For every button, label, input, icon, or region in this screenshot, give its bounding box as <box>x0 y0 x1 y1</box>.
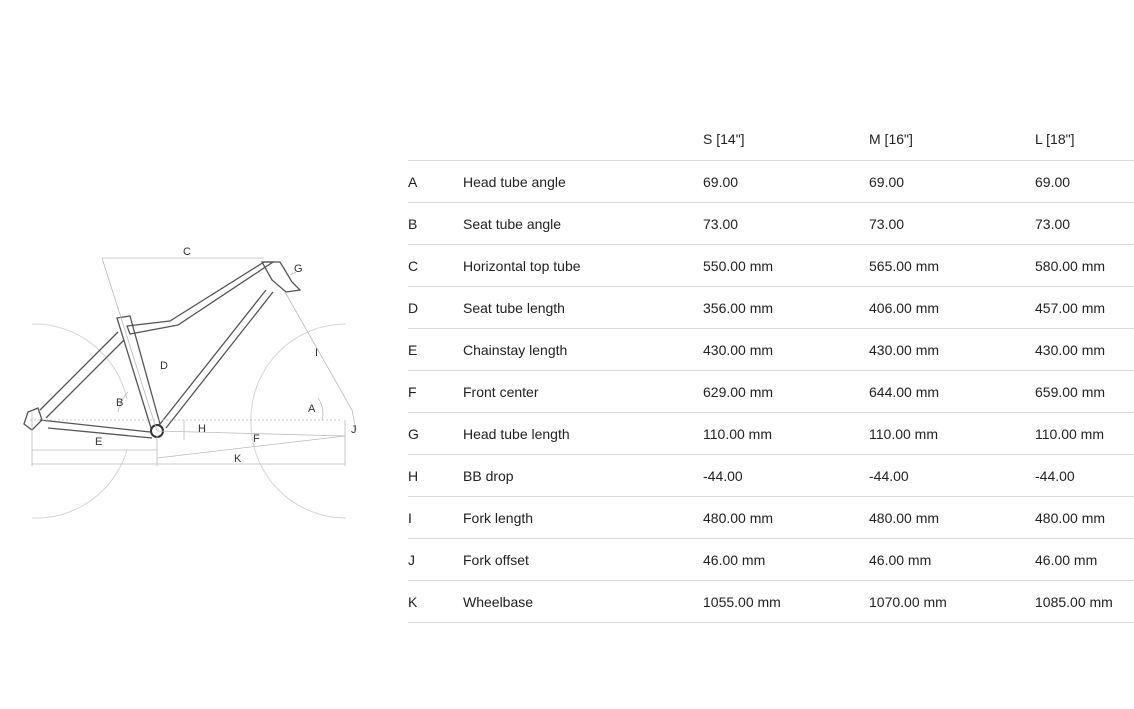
row-measurement: Seat tube angle <box>463 203 703 245</box>
row-value-l: 457.00 mm <box>1035 287 1134 329</box>
table-row <box>408 455 1134 497</box>
row-value-s: 69.00 <box>703 161 869 203</box>
row-measurement: BB drop <box>463 455 703 497</box>
table-row <box>408 539 1134 581</box>
diagram-label-k: K <box>234 453 242 465</box>
header-letter <box>408 118 463 161</box>
diagram-label-f: F <box>253 433 260 445</box>
row-value-l: 480.00 mm <box>1035 497 1134 539</box>
row-letter: A <box>408 161 463 203</box>
row-value-m: 430.00 mm <box>869 329 1035 371</box>
row-value-s: 629.00 mm <box>703 371 869 413</box>
row-measurement: Horizontal top tube <box>463 245 703 287</box>
row-letter: H <box>408 455 463 497</box>
row-value-m: -44.00 <box>869 455 1035 497</box>
table-row <box>408 413 1134 455</box>
diagram-label-a: A <box>308 403 316 415</box>
frame-outline <box>24 262 300 438</box>
row-value-l: 430.00 mm <box>1035 329 1134 371</box>
row-value-l: 69.00 <box>1035 161 1134 203</box>
row-letter: F <box>408 371 463 413</box>
diagram-label-d: D <box>160 360 168 372</box>
row-value-m: 69.00 <box>869 161 1035 203</box>
row-value-s: 430.00 mm <box>703 329 869 371</box>
front-wheel <box>251 324 346 518</box>
row-value-m: 406.00 mm <box>869 287 1035 329</box>
row-value-m: 1070.00 mm <box>869 581 1035 623</box>
row-value-s: -44.00 <box>703 455 869 497</box>
row-measurement: Front center <box>463 371 703 413</box>
diagram-label-j: J <box>351 424 357 436</box>
table-row <box>408 161 1134 203</box>
bike-frame-diagram <box>0 0 400 709</box>
row-letter: D <box>408 287 463 329</box>
header-size-m: M [16"] <box>869 131 913 147</box>
row-value-m: 46.00 mm <box>869 539 1035 581</box>
row-value-m: 644.00 mm <box>869 371 1035 413</box>
table-row <box>408 371 1134 413</box>
row-value-l: -44.00 <box>1035 455 1134 497</box>
table-row <box>408 203 1134 245</box>
diagram-label-b: B <box>116 397 124 409</box>
row-value-l: 110.00 mm <box>1035 413 1134 455</box>
row-value-s: 110.00 mm <box>703 413 869 455</box>
header-size-s: S [14"] <box>703 131 745 147</box>
row-value-s: 73.00 <box>703 203 869 245</box>
diagram-label-h: H <box>198 423 206 435</box>
diagram-label-e: E <box>95 436 103 448</box>
row-value-m: 73.00 <box>869 203 1035 245</box>
row-measurement: Fork length <box>463 497 703 539</box>
row-value-l: 580.00 mm <box>1035 245 1134 287</box>
row-value-m: 480.00 mm <box>869 497 1035 539</box>
row-value-m: 110.00 mm <box>869 413 1035 455</box>
row-value-s: 356.00 mm <box>703 287 869 329</box>
row-value-l: 46.00 mm <box>1035 539 1134 581</box>
row-letter: K <box>408 581 463 623</box>
table-header-row <box>408 118 1134 161</box>
row-measurement: Wheelbase <box>463 581 703 623</box>
row-letter: E <box>408 329 463 371</box>
diagram-label-c: C <box>183 246 191 258</box>
row-letter: G <box>408 413 463 455</box>
table-row <box>408 497 1134 539</box>
table-row <box>408 581 1134 623</box>
dimension-lines <box>30 258 356 466</box>
row-letter: I <box>408 497 463 539</box>
row-value-s: 1055.00 mm <box>703 581 869 623</box>
table-row <box>408 329 1134 371</box>
row-letter: C <box>408 245 463 287</box>
row-value-l: 73.00 <box>1035 203 1134 245</box>
row-value-s: 550.00 mm <box>703 245 869 287</box>
table-row <box>408 287 1134 329</box>
diagram-label-g: G <box>294 263 303 275</box>
diagram-label-i: I <box>315 347 319 359</box>
table-row <box>408 245 1134 287</box>
row-measurement: Fork offset <box>463 539 703 581</box>
header-size-l: L [18"] <box>1035 131 1075 147</box>
row-value-m: 565.00 mm <box>869 245 1035 287</box>
row-value-l: 659.00 mm <box>1035 371 1134 413</box>
row-letter: B <box>408 203 463 245</box>
row-measurement: Head tube angle <box>463 161 703 203</box>
row-value-l: 1085.00 mm <box>1035 581 1134 623</box>
row-value-s: 46.00 mm <box>703 539 869 581</box>
row-measurement: Seat tube length <box>463 287 703 329</box>
row-measurement: Head tube length <box>463 413 703 455</box>
geometry-table <box>408 118 1134 623</box>
row-letter: J <box>408 539 463 581</box>
row-measurement: Chainstay length <box>463 329 703 371</box>
row-value-s: 480.00 mm <box>703 497 869 539</box>
header-measurement <box>463 118 703 161</box>
